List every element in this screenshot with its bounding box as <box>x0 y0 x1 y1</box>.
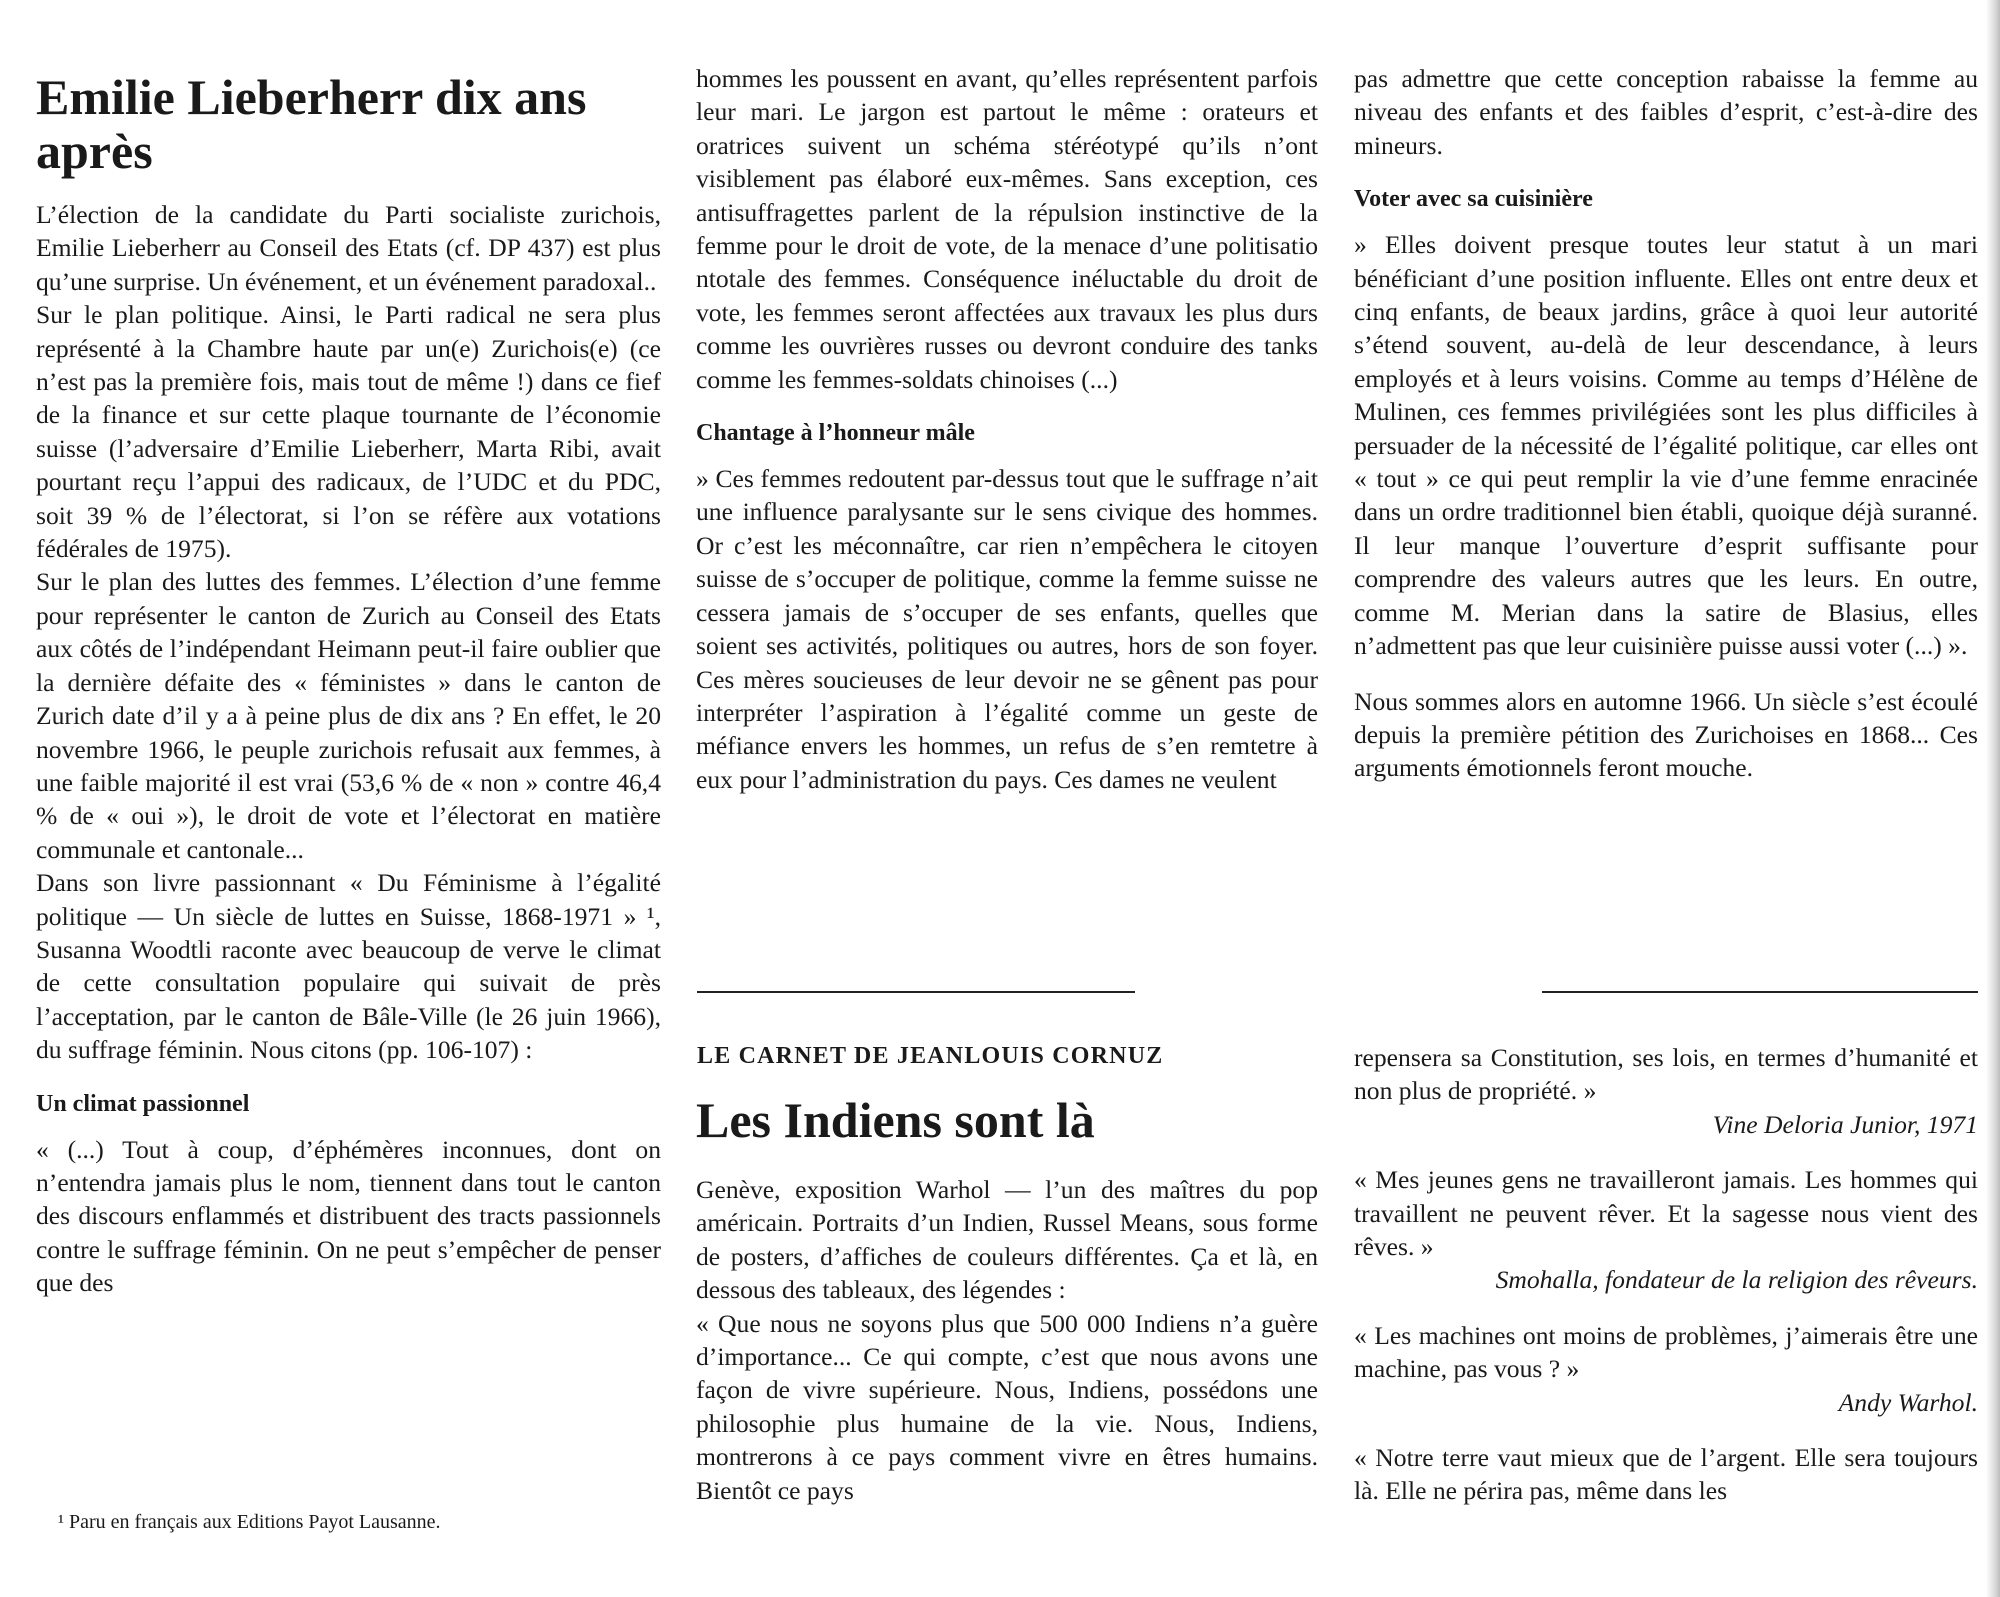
article2-quote: « Notre terre vaut mieux que de l’argent. Elle sera toujours là. Elle ne périra pas, même dans les <box>1354 1443 1978 1506</box>
article1-column-2 <box>696 62 1318 796</box>
article1-title: Emilie Lieberherr dix ans après <box>36 69 587 179</box>
article2-quote: « Les machines ont moins de problèmes, j’aimerais être une machine, pas vous ? » <box>1354 1320 1978 1384</box>
footnote: ¹ Paru en français aux Editions Payot Lausanne. <box>58 1511 441 1533</box>
article2-intro: Genève, exposition Warhol — l’un des maîtres du pop américain. Portraits d’un Indien, Russel Means, sous forme de posters, d’affiches de couleurs différentes. Ça et là, en dessous des tableaux, des légendes : <box>696 1175 1318 1305</box>
article1-climat-paragraph-part1: « (...) Tout à coup, d’éphémères inconnues, dont on n’entendra jamais plus le nom, tiennent dans tout le canton des discours enflammés et distribuent des tracts passionnels contre le suffrage féminin. On ne peut s’empêcher de penser que des <box>36 1134 661 1298</box>
article1-chantage-paragraph-part2: pas admettre que cette conception rabaisse la femme au niveau des enfants et des faibles d’esprit, c’est-à-dire des mineurs. <box>1354 64 1978 160</box>
article1-column-1 <box>36 62 661 1300</box>
quote-attribution: Vine Deloria Junior, 1971 <box>1712 1109 1978 1139</box>
article1-subhead: Chantage à l’honneur mâle <box>696 420 975 447</box>
article1-paragraph: Dans son livre passionnant « Du Féminisme à l’égalité politique — Un siècle de luttes en Suisse, 1868-1971 » ¹, Susanna Woodtli raconte avec beaucoup de verve le climat de cette consultation populaire qui suivait de près l’acceptation, par le canton de Bâle-Ville (le 26 juin 1966), du suffrage féminin. Nous citons (pp. 106-107) : <box>36 868 661 1065</box>
article1-paragraph: Sur le plan politique. Ainsi, le Parti radical ne sera plus représenté à la Chambre haute par un(e) Zurichois(e) (ce n’est pas la première fois, mais tout de même !) dans ce fief de la finance et sur cette plaque tournante de l’économie suisse (l’adversaire d’Emilie Lieberherr, Marta Ribi, avait pourtant reçu l’appui des radicaux, de l’UDC et du PDC, soit 39 % de l’électorat, si l’on se réfère aux votations fédérales de 1975). <box>36 300 661 564</box>
article2-column-3 <box>1354 1041 1978 1508</box>
article1-subhead: Voter avec sa cuisinière <box>1354 186 1593 213</box>
section-divider <box>697 991 1135 993</box>
article2-quote: « Mes jeunes gens ne travailleront jamais. Les hommes qui travaillent ne peuvent rêver. Et la sagesse nous vient des rêves. » <box>1354 1165 1978 1262</box>
article1-subhead: Un climat passionnel <box>36 1090 250 1117</box>
article1-column-3 <box>1354 62 1978 785</box>
article2-column-2 <box>696 1173 1318 1507</box>
article1-climat-paragraph-part2: hommes les poussent en avant, qu’elles représentent parfois leur mari. Le jargon est partout le même : orateurs et oratrices suivent un schéma stéréotypé qu’ils n’ont visiblement pas élaboré eux-mêmes. Sans exception, ces antisuffragettes parlent de la répulsion instinctive de la femme pour le droit de vote, de la menace d’une politisatio ntotale des femmes. Conséquence inéluctable du droit de vote, les femmes seront affectées aux travaux les plus durs comme les ouvrières russes ou devront conduire des tanks comme les femmes-soldats chinoises (...) <box>696 64 1318 394</box>
article1-paragraph: Sur le plan des luttes des femmes. L’élection d’une femme pour représenter le canton de Zurich au Conseil des Etats aux côtés de l’indépendant Heimann peut-il faire oublier que la dernière défaite des « féministes » dans le canton de Zurich date d’il y a à peine plus de dix ans ? En effet, le 20 novembre 1966, le peuple zurichois refusait aux femmes, à une faible majorité il est vrai (53,6 % de « non » contre 46,4 % de « oui »), le droit de vote et l’électorat en matière communale et cantonale... <box>36 567 661 864</box>
article1-paragraph: L’élection de la candidate du Parti socialiste zurichois, Emilie Lieberherr au Conseil des Etats (cf. DP 437) est plus qu’une surprise. Un événement, et un événement paradoxal.. <box>36 200 661 296</box>
section-divider <box>1542 991 1978 993</box>
article1-closing-paragraph: Nous sommes alors en automne 1966. Un siècle s’est écoulé depuis la première pétition des Zurichoises en 1868... Ces arguments émotionnels feront mouche. <box>1354 686 1978 783</box>
article2-quote1-part1: « Que nous ne soyons plus que 500 000 Indiens n’a guère d’importance... Ce qui compte, c’est que nous avons une façon de vivre supérieure. Nous, Indiens, possédons une philosophie plus humaine de la vie. Nous, Indiens, montrerons à ce pays comment vivre en êtres humains. Bientôt ce pays <box>696 1308 1318 1505</box>
article2-quote1-part2: repensera sa Constitution, ses lois, en termes d’humanité et non plus de propriété. » <box>1354 1043 1978 1106</box>
quote-attribution: Andy Warhol. <box>1838 1387 1978 1417</box>
scan-edge-shadow <box>1986 0 2000 1597</box>
article2-kicker: LE CARNET DE JEANLOUIS CORNUZ <box>697 1043 1164 1069</box>
quote-attribution: Smohalla, fondateur de la religion des rêveurs. <box>1495 1265 1978 1295</box>
article2-title: Les Indiens sont là <box>696 1092 1095 1148</box>
article1-cuisiniere-paragraph: » Elles doivent presque toutes leur statut à un mari bénéficiant d’une position influente. Elles ont entre deux et cinq enfants, de beaux jardins, grâce à quoi leur autorité s’étend souvent, au-delà de leur descendance, à leurs employés et à leurs voisins. Comme au temps d’Hélène de Mulinen, ces femmes privilégiées sont les plus difficiles à persuader de la nécessité de l’égalité politique, car elles ont « tout » ce qui peut remplir la vie d’une femme enracinée dans un ordre traditionnel bien établi, quoique déjà suranné. Il leur manque l’ouverture d’esprit suffisante pour comprendre des valeurs autres que les leurs. En outre, comme M. Merian dans la satire de Blasius, elles n’admettent pas que leur cuisinière puisse aussi voter (...) ». <box>1354 230 1978 661</box>
article1-chantage-paragraph-part1: » Ces femmes redoutent par-dessus tout que le suffrage n’ait une influence paralysante sur le sens civique des hommes. Or c’est les méconnaître, car rien n’empêchera le citoyen suisse de s’occuper de politique, comme la femme suisse ne cessera jamais de s’occuper de ses enfants, quelles que soient ses activités, politiques ou autres, hors de son foyer. Ces mères soucieuses de leur devoir ne se gênent pas pour interpréter l’aspiration à l’égalité comme un geste de méfiance envers les hommes, un refus de s’en remtetre à eux pour l’administration du pays. Ces dames ne veulent <box>696 464 1318 794</box>
